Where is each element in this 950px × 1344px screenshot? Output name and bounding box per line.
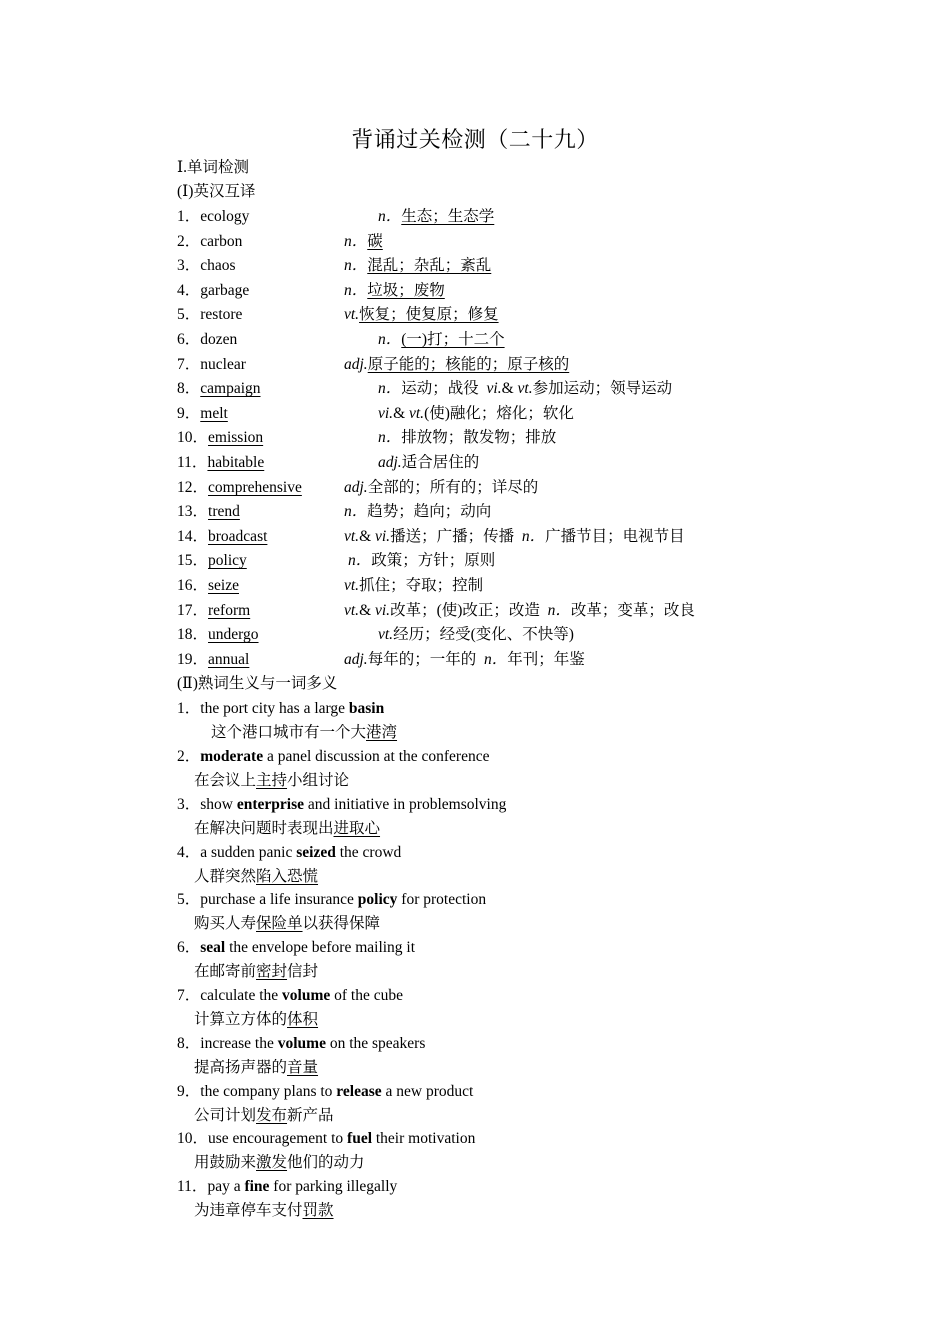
vocab-meaning: 参加运动；领导运动	[532, 380, 673, 397]
phrase-translation: 在会议上主持小组讨论	[194, 772, 350, 789]
key-word: policy	[357, 891, 398, 908]
phrase-translation: 为违章停车支付罚款	[194, 1202, 334, 1219]
vocab-item: 1．ecology n．生态；生态学	[177, 208, 495, 225]
vocab-item: 4．garbage n．垃圾；废物	[177, 282, 445, 299]
vocab-word: comprehensive	[208, 479, 302, 496]
vocab-meaning: 抓住；夺取；控制	[359, 577, 484, 594]
vocab-meaning: 趋势；趋向；动向	[367, 503, 492, 520]
vocab-meaning: (使)融化；熔化；软化	[424, 405, 574, 422]
vocab-item: 11．habitable adj.适合居住的	[177, 454, 480, 471]
phrase-translation: 提高扬声器的音量	[194, 1059, 319, 1076]
vocab-meaning: 全部的；所有的；详尽的	[367, 479, 539, 496]
vocab-meaning: 每年的；一年的	[367, 651, 477, 668]
phrase-translation: 购买人寿保险单以获得保障	[194, 915, 381, 932]
phrase-item: 7．calculate the volume of the cube	[177, 987, 403, 1004]
vocab-item: 2．carbon n．碳	[177, 233, 383, 250]
vocab-meaning: 碳	[367, 233, 383, 250]
vocab-meaning: 改革；变革；改良	[570, 602, 695, 619]
vocab-meaning: 经历；经受(变化、不快等)	[393, 626, 574, 643]
vocab-item: 19．annual adj.每年的；一年的 n．年刊；年鉴	[177, 651, 585, 668]
subsection-heading-polysemy: (Ⅱ)熟词生义与一词多义	[177, 675, 338, 692]
phrase-translation: 用鼓励来激发他们的动力	[194, 1154, 365, 1171]
phrase-item: 8．increase the volume on the speakers	[177, 1035, 426, 1052]
phrase-translation: 人群突然陷入恐慌	[194, 868, 319, 885]
vocab-item: 8．campaign n．运动；战役 vi.& vt.参加运动；领导运动	[177, 380, 673, 397]
phrase-item: 1．the port city has a large basin	[177, 700, 385, 717]
vocab-word: reform	[208, 602, 251, 619]
key-word: volume	[277, 1035, 326, 1052]
vocab-item: 3．chaos n．混乱；杂乱；紊乱	[177, 257, 492, 274]
vocab-word: ecology	[200, 208, 250, 225]
vocab-word: policy	[208, 552, 247, 569]
phrase-translation: 这个港口城市有一个大港湾	[211, 724, 398, 741]
key-word: seal	[200, 939, 226, 956]
vocab-word: emission	[208, 429, 264, 446]
phrase-translation: 在解决问题时表现出进取心	[194, 820, 381, 837]
answer-blank: 进取心	[333, 820, 381, 837]
vocab-word: annual	[208, 651, 250, 668]
key-word: volume	[282, 987, 331, 1004]
vocab-item: 13．trend n．趋势；趋向；动向	[177, 503, 492, 520]
key-word: fuel	[347, 1130, 372, 1147]
vocab-meaning: 恢复；使复原；修复	[359, 306, 499, 323]
phrase-item: 2．moderate a panel discussion at the conference	[177, 748, 490, 765]
vocab-item: 5．restore vt.恢复；使复原；修复	[177, 306, 499, 323]
vocab-word: restore	[200, 306, 243, 323]
phrase-item: 9．the company plans to release a new product	[177, 1083, 474, 1100]
key-word: moderate	[200, 748, 264, 765]
key-word: basin	[348, 700, 385, 717]
answer-blank: 陷入恐慌	[256, 868, 319, 885]
vocab-item: 7．nuclear adj.原子能的；核能的；原子核的	[177, 356, 570, 373]
vocab-word: garbage	[200, 282, 250, 299]
vocab-item: 14．broadcast vt.& vi.播送；广播；传播 n．广播节目；电视节目	[177, 528, 685, 545]
phrase-item: 6．seal the envelope before mailing it	[177, 939, 416, 956]
vocab-item: 10．emission n．排放物；散发物；排放	[177, 429, 557, 446]
vocab-word: habitable	[207, 454, 265, 471]
page-title: 背诵过关检测（二十九）	[351, 127, 599, 152]
subsection-heading-translation: (Ⅰ)英汉互译	[177, 183, 256, 200]
vocab-meaning: 改革；(使)改正；改造	[390, 602, 540, 619]
vocab-word: melt	[200, 405, 228, 422]
vocab-meaning: (一)打；十二个	[401, 331, 505, 348]
answer-blank: 保险单	[256, 915, 303, 932]
vocab-item: 9．melt vi.& vt.(使)融化；熔化；软化	[177, 405, 574, 422]
key-word: fine	[244, 1178, 270, 1195]
vocab-word: undergo	[208, 626, 259, 643]
vocab-meaning: 运动；战役	[401, 380, 479, 397]
answer-blank: 体积	[287, 1011, 319, 1028]
vocab-meaning: 广播节目；电视节目	[545, 528, 685, 545]
vocab-item: 16．seize vt.抓住；夺取；控制	[177, 577, 484, 594]
vocab-meaning: 垃圾；废物	[367, 282, 445, 299]
vocab-item: 15．policy n．政策；方针；原则	[177, 552, 496, 569]
vocab-word: chaos	[200, 257, 236, 274]
vocab-meaning: 年刊；年鉴	[507, 651, 585, 668]
vocab-meaning: 混乱；杂乱；紊乱	[367, 257, 492, 274]
section-heading-words: Ⅰ.单词检测	[177, 159, 249, 176]
answer-blank: 发布	[256, 1107, 288, 1124]
vocab-meaning: 排放物；散发物；排放	[401, 429, 557, 446]
phrase-translation: 公司计划发布新产品	[194, 1107, 334, 1124]
vocab-word: trend	[208, 503, 240, 520]
vocab-meaning: 适合居住的	[401, 454, 480, 471]
vocab-word: seize	[208, 577, 239, 594]
vocab-item: 6．dozen n．(一)打；十二个	[177, 331, 505, 348]
answer-blank: 港湾	[366, 724, 398, 741]
key-word: enterprise	[236, 796, 305, 813]
vocab-word: campaign	[200, 380, 261, 397]
key-word: release	[336, 1083, 382, 1100]
phrase-item: 4．a sudden panic seized the crowd	[177, 844, 402, 861]
vocab-meaning: 政策；方针；原则	[371, 552, 496, 569]
phrase-translation: 在邮寄前密封信封	[194, 963, 319, 980]
key-word: seized	[296, 844, 336, 861]
phrase-item: 5．purchase a life insurance policy for protection	[177, 891, 487, 908]
vocab-word: dozen	[200, 331, 238, 348]
vocab-item: 17．reform vt.& vi.改革；(使)改正；改造 n．改革；变革；改良	[177, 602, 695, 619]
vocab-meaning: 播送；广播；传播	[390, 528, 515, 545]
vocab-word: broadcast	[208, 528, 268, 545]
answer-blank: 主持	[256, 772, 288, 789]
vocab-meaning: 生态；生态学	[401, 208, 495, 225]
vocab-word: carbon	[200, 233, 243, 250]
vocab-item: 18．undergo vt.经历；经受(变化、不快等)	[177, 626, 574, 643]
answer-blank: 密封	[256, 963, 288, 980]
answer-blank: 激发	[256, 1154, 288, 1171]
phrase-translation: 计算立方体的体积	[194, 1011, 319, 1028]
phrase-item: 3．show enterprise and initiative in problemsolving	[177, 796, 507, 813]
phrase-item: 10．use encouragement to fuel their motivation	[177, 1130, 476, 1147]
vocab-word: nuclear	[200, 356, 246, 373]
vocab-item: 12．comprehensive adj.全部的；所有的；详尽的	[177, 479, 539, 496]
phrase-item: 11．pay a fine for parking illegally	[177, 1178, 398, 1195]
answer-blank: 罚款	[302, 1202, 334, 1219]
answer-blank: 音量	[287, 1059, 319, 1076]
vocab-meaning: 原子能的；核能的；原子核的	[367, 356, 570, 373]
